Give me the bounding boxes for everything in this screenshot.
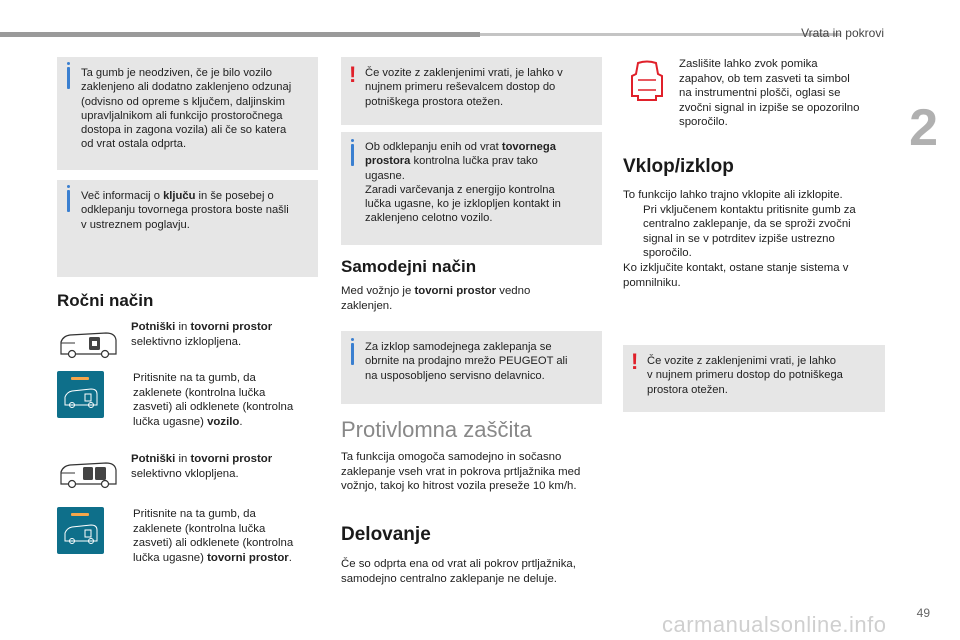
van-lock-icon xyxy=(63,387,99,409)
info-box-indicator: Ob odklepanju enih od vrat tovornega prostora kontrolna lučka prav tako ugasne. Zaradi varčevanja z energijo kontrolna lučka ugasne, ko je izklopljen kontakt in zaklenjeno celotno vozilo. xyxy=(341,132,602,245)
warning-icon: ! xyxy=(349,62,357,87)
text-line: od vrat ostala odprta. xyxy=(81,138,187,151)
page-number: 49 xyxy=(916,606,930,620)
anti-theft-text: Ta funkcija omogoča samodejno in sočasno zaklepanje vseh vrat in pokrova prtljažnika med vožnjo, takoj ko hitrost vozila preseže 10 km/h. xyxy=(341,451,581,493)
heading-anti-theft: Protivlomna zaščita xyxy=(341,417,532,442)
step-lock-vehicle: Pritisnite na ta gumb, da zaklenete (kontrolna lučka zasveti) ali odklenete (kontrolna lučka ugasne) vozilo. xyxy=(133,372,294,428)
warning-box-rescue: ! Če vozite z zaklenjenimi vrati, je lahko v nujnem primeru reševalcem dostop do potniškega prostora otežen. xyxy=(341,57,602,125)
section-title: Vrata in pokrovi xyxy=(801,26,884,40)
info-icon xyxy=(351,343,354,365)
van-lock-icon xyxy=(63,523,99,545)
chapter-number: 2 xyxy=(909,99,938,157)
info-icon xyxy=(67,190,70,212)
cargo-lock-button[interactable] xyxy=(57,507,104,554)
header-rule-light xyxy=(480,33,840,36)
heading-manual-mode: Ročni način xyxy=(57,291,154,310)
text-line: Več informacij o ključu in še posebej o xyxy=(81,190,274,202)
item-selective-off: Potniški in tovorni prostor selektivno izklopljena. xyxy=(131,321,273,348)
text-line: upravljalnikom ali funkcijo prostoročnega xyxy=(81,109,283,122)
door-lock-warning-icon xyxy=(628,60,666,104)
header-rule xyxy=(0,32,480,37)
text-line: Ta gumb je neodziven, če je bilo vozilo xyxy=(81,67,272,79)
warning-box-passenger: ! Če vozite z zaklenjenimi vrati, je lahko v nujnem primeru dostop do potniškega prostora otežen. xyxy=(623,345,885,412)
text-line: odklepanju tovornega prostora boste našli xyxy=(81,204,289,217)
info-icon xyxy=(67,67,70,89)
text-line: zaklenjeno ali dodatno zaklenjeno odzunaj xyxy=(81,81,292,94)
info-box-dealer: Za izklop samodejnega zaklepanja se obrnite na prodajno mrežo PEUGEOT ali na usposobljeno servisno delavnico. xyxy=(341,331,602,404)
auto-mode-text: Med vožnjo je tovorni prostor vedno zaklenjen. xyxy=(341,285,531,312)
info-icon xyxy=(351,144,354,166)
step-lock-cargo: Pritisnite na ta gumb, da zaklenete (kontrolna lučka zasveti) ali odklenete (kontrolna lučka ugasne) tovorni prostor. xyxy=(133,508,294,564)
text-line: v ustreznem poglavju. xyxy=(81,218,190,231)
van-locked-icon xyxy=(58,460,120,490)
watermark: carmanualsonline.info xyxy=(662,612,887,637)
heading-automatic-mode: Samodejni način xyxy=(341,257,477,276)
operation-text: Če so odprta ena od vrat ali pokrov prtljažnika, samodejno centralno zaklepanje ne deluje. xyxy=(341,558,576,585)
warning-icon: ! xyxy=(631,349,639,374)
lock-button[interactable] xyxy=(57,371,104,418)
text-line: (odvisno od opreme s ključem, daljinskim xyxy=(81,95,285,108)
text-line: dostopa in zagona vozila) ali če so katera xyxy=(81,124,287,137)
van-unlocked-icon xyxy=(58,330,120,360)
info-box-key-reference xyxy=(57,180,318,277)
heading-on-off: Vklop/izklop xyxy=(623,156,734,177)
info-box-button-unresponsive xyxy=(57,57,318,170)
on-off-text: To funkcijo lahko trajno vklopite ali izklopite. Pri vključenem kontaktu pritisnite gumb za centralno zaklepanje, da se sproži zvočni signal in se v potrditev izpiše ustrezno sporočilo. Ko izključite kontakt, ostane stanje sistema v pomnilniku. xyxy=(623,189,856,289)
heading-operation: Delovanje xyxy=(341,524,431,545)
signal-text: Zaslišite lahko zvok pomika zapahov, ob tem zasveti ta simbol na instrumentni plošči, oglasi se zvočni signal in izpiše se opozorilno sporočilo. xyxy=(679,58,860,129)
item-selective-on: Potniški in tovorni prostor selektivno vklopljena. xyxy=(131,453,273,480)
